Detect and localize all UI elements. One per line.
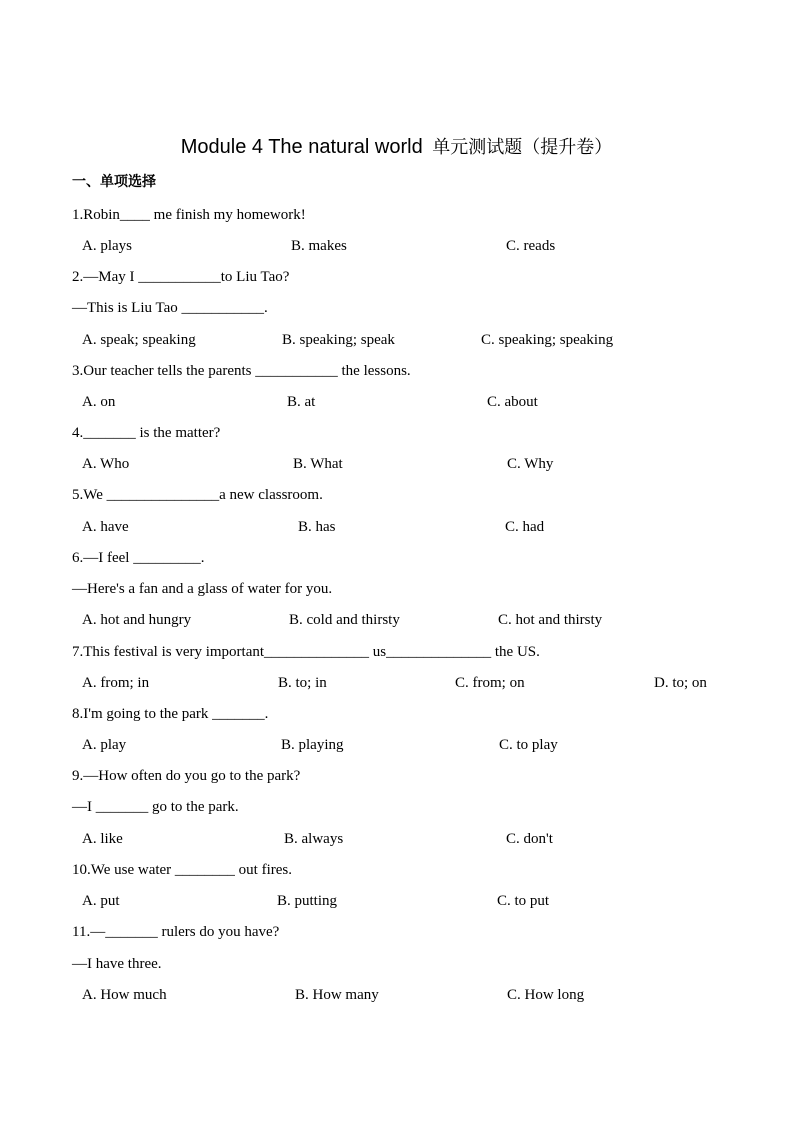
question-8-stem: 8.I'm going to the park _______.: [72, 706, 269, 722]
section-heading: 一、单项选择: [72, 174, 156, 190]
question-2-option-b: B. speaking; speak: [282, 332, 395, 348]
question-5-option-a: A. have: [82, 519, 129, 535]
question-11-option-c: C. How long: [507, 987, 585, 1003]
question-2-stem-2: —This is Liu Tao ___________.: [72, 300, 268, 316]
question-11-option-a: A. How much: [82, 987, 167, 1003]
question-7-stem: 7.This festival is very important______________ us______________ the US.: [72, 644, 540, 660]
title-chinese: 单元测试题（提升卷）: [432, 137, 613, 157]
question-10-option-b: B. putting: [277, 893, 338, 909]
question-3-option-b: B. at: [287, 394, 316, 410]
question-10-option-c: C. to put: [497, 893, 550, 909]
question-7-option-d: D. to; on: [654, 675, 707, 691]
question-11-stem: 11.—_______ rulers do you have?: [72, 924, 280, 940]
question-11-option-b: B. How many: [295, 987, 379, 1003]
question-6-option-a: A. hot and hungry: [82, 612, 192, 628]
question-7-option-a: A. from; in: [82, 675, 150, 691]
question-1-option-b: B. makes: [291, 238, 347, 254]
question-1-stem: 1.Robin____ me finish my homework!: [72, 207, 306, 223]
title-main: Module 4 The natural world: [180, 136, 423, 158]
question-11-stem-2: —I have three.: [72, 956, 162, 972]
question-5-option-b: B. has: [298, 519, 336, 535]
question-3-option-a: A. on: [82, 394, 116, 410]
question-8-option-b: B. playing: [281, 737, 344, 753]
question-6-stem-2: —Here's a fan and a glass of water for you.: [72, 581, 333, 597]
question-10-stem: 10.We use water ________ out fires.: [72, 862, 292, 878]
question-1-option-a: A. plays: [82, 238, 132, 254]
question-4-option-b: B. What: [293, 456, 343, 472]
question-9-stem: 9.—How often do you go to the park?: [72, 768, 301, 784]
question-6-option-c: C. hot and thirsty: [498, 612, 603, 628]
page-title: [0, 134, 793, 160]
question-7-option-b: B. to; in: [278, 675, 327, 691]
question-9-stem-2: —I _______ go to the park.: [72, 799, 239, 815]
question-6-option-b: B. cold and thirsty: [289, 612, 400, 628]
question-4-stem: 4._______ is the matter?: [72, 425, 221, 441]
question-4-option-c: C. Why: [507, 456, 554, 472]
question-9-option-a: A. like: [82, 831, 123, 847]
question-4-option-a: A. Who: [82, 456, 130, 472]
question-8-option-a: A. play: [82, 737, 127, 753]
question-2-stem: 2.—May I ___________to Liu Tao?: [72, 269, 290, 285]
question-7-option-c: C. from; on: [455, 675, 525, 691]
question-2-option-c: C. speaking; speaking: [481, 332, 614, 348]
question-9-option-c: C. don't: [506, 831, 553, 847]
question-2-option-a: A. speak; speaking: [82, 332, 196, 348]
question-6-stem: 6.—I feel _________.: [72, 550, 205, 566]
question-3-stem: 3.Our teacher tells the parents ___________ the lessons.: [72, 363, 411, 379]
question-5-stem: 5.We _______________a new classroom.: [72, 487, 323, 503]
question-5-option-c: C. had: [505, 519, 545, 535]
question-1-option-c: C. reads: [506, 238, 556, 254]
question-9-option-b: B. always: [284, 831, 344, 847]
question-10-option-a: A. put: [82, 893, 120, 909]
question-8-option-c: C. to play: [499, 737, 558, 753]
question-3-option-c: C. about: [487, 394, 538, 410]
